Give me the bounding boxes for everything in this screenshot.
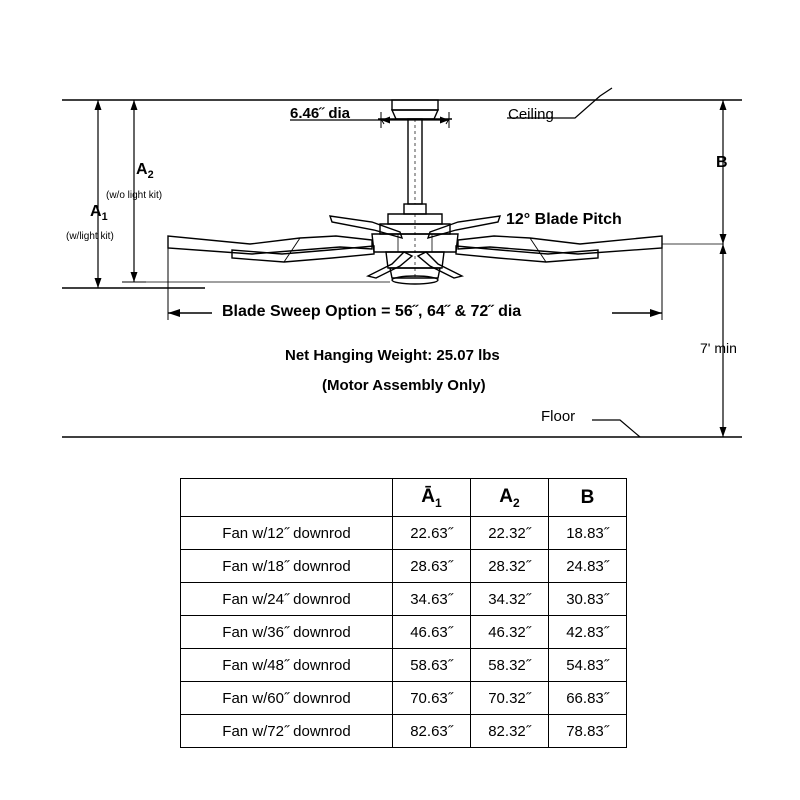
row-b-value: 18.83˝ bbox=[549, 517, 627, 550]
row-label: Fan w/72˝ downrod bbox=[181, 715, 393, 748]
row-a1-value: 34.63˝ bbox=[393, 583, 471, 616]
minheight-arrow-bottom bbox=[720, 427, 727, 437]
blade-sweep-label: Blade Sweep Option = 56˝, 64˝ & 72˝ dia bbox=[222, 303, 522, 320]
dia-arrow-right bbox=[440, 117, 449, 124]
row-a1-value: 70.63˝ bbox=[393, 682, 471, 715]
row-a2-value: 58.32˝ bbox=[471, 649, 549, 682]
table-header-a2-sub: 2 bbox=[513, 495, 520, 510]
row-label: Fan w/24˝ downrod bbox=[181, 583, 393, 616]
row-label: Fan w/60˝ downrod bbox=[181, 682, 393, 715]
dim-a2-letter: A bbox=[136, 161, 148, 178]
dim-a1-subscript: 1 bbox=[101, 211, 108, 224]
dimension-table bbox=[180, 478, 627, 748]
floor-leader bbox=[592, 420, 640, 437]
a2-arrow-top bbox=[131, 100, 138, 110]
dim-a1-note: (w/light kit) bbox=[66, 231, 114, 242]
floor-label: Floor bbox=[541, 408, 576, 425]
row-a2-value: 34.32˝ bbox=[471, 583, 549, 616]
row-a1-value: 22.63˝ bbox=[393, 517, 471, 550]
sweep-arrow-right bbox=[650, 309, 662, 317]
table-header-row bbox=[181, 479, 627, 517]
dim-a1-label bbox=[90, 203, 108, 224]
row-a2-value: 22.32˝ bbox=[471, 517, 549, 550]
blade-pitch-label: 12° Blade Pitch bbox=[506, 211, 622, 228]
blade-front-left bbox=[368, 252, 412, 278]
table-row bbox=[181, 583, 627, 616]
b-arrow-top bbox=[720, 100, 727, 110]
row-a2-value: 70.32˝ bbox=[471, 682, 549, 715]
a1-arrow-bottom bbox=[95, 278, 102, 288]
dim-a2-label bbox=[136, 161, 154, 182]
table-row bbox=[181, 616, 627, 649]
a2-arrow-bottom bbox=[131, 272, 138, 282]
blade-right-outer bbox=[458, 236, 662, 254]
row-a1-value: 28.63˝ bbox=[393, 550, 471, 583]
b-arrow-bottom bbox=[720, 234, 727, 244]
table-header-a2 bbox=[471, 479, 549, 517]
dim-b-label: B bbox=[716, 154, 728, 171]
canopy-bell bbox=[392, 110, 438, 119]
table-header-a1-sub: 1 bbox=[435, 495, 442, 510]
table-header-blank bbox=[181, 479, 393, 517]
motor-body bbox=[372, 234, 458, 252]
row-b-value: 30.83˝ bbox=[549, 583, 627, 616]
row-label: Fan w/36˝ downrod bbox=[181, 616, 393, 649]
blade-front-right bbox=[418, 252, 462, 278]
table-row bbox=[181, 649, 627, 682]
dim-a2-note: (w/o light kit) bbox=[106, 190, 163, 201]
blade-left-outer bbox=[168, 236, 372, 254]
row-label: Fan w/18˝ downrod bbox=[181, 550, 393, 583]
ceiling-label: Ceiling bbox=[508, 106, 554, 123]
canopy-diameter-label: 6.46˝ dia bbox=[290, 105, 351, 122]
table-header-a2-letter: A bbox=[499, 485, 514, 507]
blade-back-right bbox=[428, 216, 500, 238]
row-a1-value: 46.63˝ bbox=[393, 616, 471, 649]
dim-a1-letter: A bbox=[90, 203, 102, 220]
row-label: Fan w/12˝ downrod bbox=[181, 517, 393, 550]
row-a2-value: 28.32˝ bbox=[471, 550, 549, 583]
table-row bbox=[181, 682, 627, 715]
row-b-value: 42.83˝ bbox=[549, 616, 627, 649]
row-a2-value: 46.32˝ bbox=[471, 616, 549, 649]
motor-lower-body bbox=[386, 252, 444, 268]
table-header-b: B bbox=[549, 479, 627, 517]
motor-bottom-ellipse bbox=[392, 276, 438, 284]
motor-assembly-note: (Motor Assembly Only) bbox=[322, 377, 486, 394]
row-a1-value: 82.63˝ bbox=[393, 715, 471, 748]
row-b-value: 54.83˝ bbox=[549, 649, 627, 682]
table-row bbox=[181, 550, 627, 583]
table-row bbox=[181, 715, 627, 748]
minheight-arrow-top bbox=[720, 244, 727, 254]
a1-arrow-top bbox=[95, 100, 102, 110]
table-header-a1-letter: Ā bbox=[421, 485, 436, 507]
row-b-value: 66.83˝ bbox=[549, 682, 627, 715]
net-hanging-weight-label: Net Hanging Weight: 25.07 lbs bbox=[285, 347, 500, 364]
dim-a2-subscript: 2 bbox=[147, 169, 154, 182]
sweep-arrow-left bbox=[168, 309, 180, 317]
table-header-a1 bbox=[393, 479, 471, 517]
row-a1-value: 58.63˝ bbox=[393, 649, 471, 682]
row-b-value: 24.83˝ bbox=[549, 550, 627, 583]
min-height-label: 7' min bbox=[700, 340, 737, 356]
downrod-coupling bbox=[404, 204, 426, 214]
table-row bbox=[181, 517, 627, 550]
row-label: Fan w/48˝ downrod bbox=[181, 649, 393, 682]
canopy-plate bbox=[392, 100, 438, 110]
blade-back-left bbox=[330, 216, 402, 238]
row-a2-value: 82.32˝ bbox=[471, 715, 549, 748]
dia-arrow-left bbox=[381, 117, 390, 124]
row-b-value: 78.83˝ bbox=[549, 715, 627, 748]
